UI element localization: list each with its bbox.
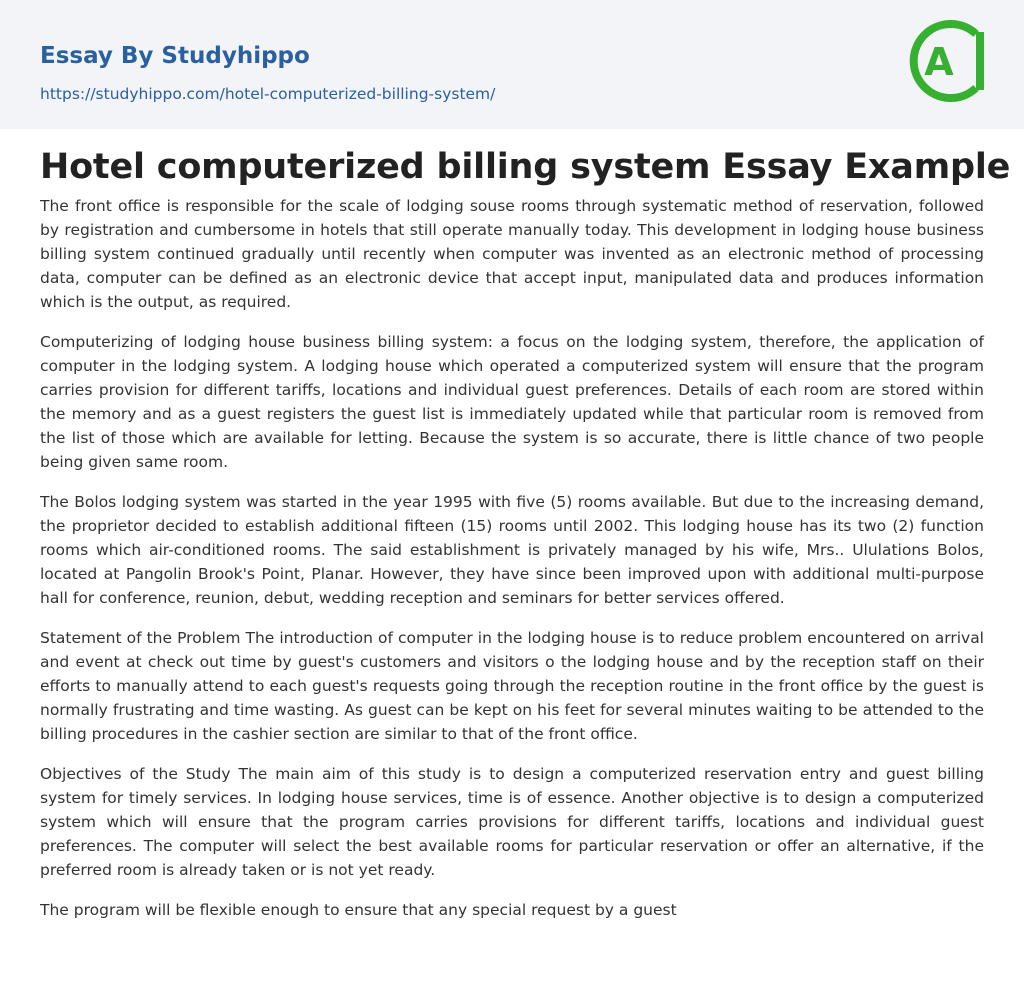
article-paragraph: The program will be flexible enough to ensure that any special request by a guest: [40, 901, 677, 919]
article-paragraph: Objectives of the Study The main aim of this study is to design a computerized reservation entry and guest billing system for timely services. In lodging house services, time is of essence. Another objective is to design a computerized system which will ensure that the program carries provisions for different tariffs, locations and individual guest preferences. The computer will select the best available rooms for particular reservation or offer an alternative, if the preferred room is already taken or is not yet ready.: [40, 765, 984, 879]
article-paragraph: Computerizing of lodging house business billing system: a focus on the lodging system, therefore, the application of computer in the lodging system. A lodging house which operated a computerized system will ensure that the program carries provision for different tariffs, locations and individual guest preferences. Details of each room are stored within the memory and as a guest registers the guest list is immediately updated while that particular room is removed from the list of those which are available for letting. Because the system is so accurate, there is little chance of two people being given same room.: [40, 333, 984, 471]
site-brand[interactable]: Essay By Studyhippo: [40, 43, 310, 69]
article-paragraph: The Bolos lodging system was started in the year 1995 with five (5) rooms available. But due to the increasing demand, the proprietor decided to establish additional fifteen (15) rooms until 2002. This lodging house has its two (2) function rooms which air-conditioned rooms. The said establishment is privately managed by his wife, Mrs.. Ululations Bolos, located at Pangolin Brook's Point, Planar. However, they have since been improved upon with additional multi-purpose hall for conference, reunion, debut, wedding reception and seminars for better services offered.: [40, 493, 984, 607]
article-body: [40, 194, 984, 938]
article-paragraph: The front office is responsible for the scale of lodging souse rooms through systematic method of reservation, followed by registration and cumbersome in hotels that still operate manually today. This development in lodging house business billing system continued gradually until recently when computer was invented as an electronic method of processing data, computer can be defined as an electronic device that accept input, manipulated data and produces information which is the output, as required.: [40, 197, 984, 311]
logo-letter: A: [924, 40, 954, 84]
article-url-link[interactable]: https://studyhippo.com/hotel-computerized-billing-system/: [40, 85, 496, 103]
page-title: Hotel computerized billing system Essay Example: [40, 147, 1011, 187]
article-paragraph: Statement of the Problem The introduction of computer in the lodging house is to reduce problem encountered on arrival and event at check out time by guest's customers and visitors o the lodging house and by the reception staff on their efforts to manually attend to each guest's requests going through the reception routine in the front office by the guest is normally frustrating and time wasting. As guest can be kept on his feet for several minutes waiting to be attended to the billing procedures in the cashier section are similar to that of the front office.: [40, 629, 984, 743]
studyhippo-logo-icon[interactable]: [906, 14, 990, 108]
site-header: [0, 0, 1024, 129]
